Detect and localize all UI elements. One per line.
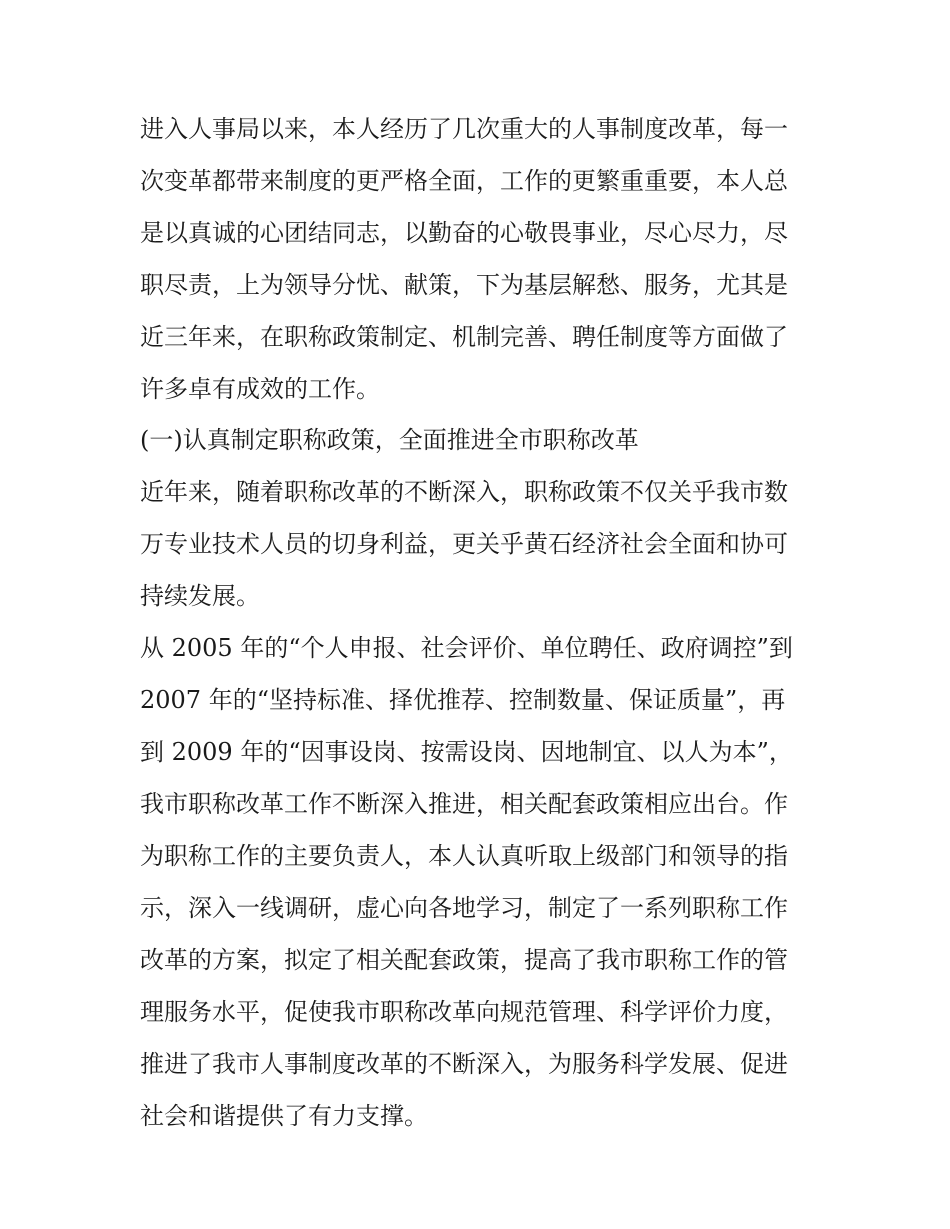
text-line: 许多卓有成效的工作。 (140, 375, 380, 403)
text-line: 进入人事局以来，本人经历了几次重大的人事制度改革，每一 (140, 115, 788, 143)
text-line: 是以真诚的心团结同志，以勤奋的心敬畏事业，尽心尽力，尽 (140, 219, 788, 247)
text-line: 示，深入一线调研，虚心向各地学习，制定了一系列职称工作 (140, 894, 788, 922)
text-line: 持续发展。 (140, 582, 260, 610)
text-line: 近年来，随着职称改革的不断深入，职称政策不仅关乎我市数 (140, 478, 788, 506)
text-line: 次变革都带来制度的更严格全面，工作的更繁重重要，本人总 (140, 167, 788, 195)
text-line: 理服务水平，促使我市职称改革向规范管理、科学评价力度， (140, 998, 788, 1026)
text-line: 从 2005 年的“个人申报、社会评价、单位聘任、政府调控”到 (140, 634, 793, 662)
section-heading: (一)认真制定职称政策，全面推进全市职称改革 (140, 426, 639, 454)
text-line: 为职称工作的主要负责人，本人认真听取上级部门和领导的指 (140, 842, 788, 870)
text-line: 近三年来，在职称政策制定、机制完善、聘任制度等方面做了 (140, 323, 788, 351)
text-line: 职尽责，上为领导分忧、献策，下为基层解愁、服务，尤其是 (140, 271, 788, 299)
text-line: 社会和谐提供了有力支撑。 (140, 1102, 428, 1130)
text-line: 推进了我市人事制度改革的不断深入，为服务科学发展、促进 (140, 1050, 788, 1078)
text-line: 到 2009 年的“因事设岗、按需设岗、因地制宜、以人为本”， (140, 738, 793, 766)
text-line: 我市职称改革工作不断深入推进，相关配套政策相应出台。作 (140, 790, 788, 818)
text-line: 万专业技术人员的切身利益，更关乎黄石经济社会全面和协可 (140, 530, 788, 558)
text-line: 2007 年的“坚持标准、择优推荐、控制数量、保证质量”，再 (140, 686, 786, 714)
text-line: 改革的方案，拟定了相关配套政策，提高了我市职称工作的管 (140, 946, 788, 974)
